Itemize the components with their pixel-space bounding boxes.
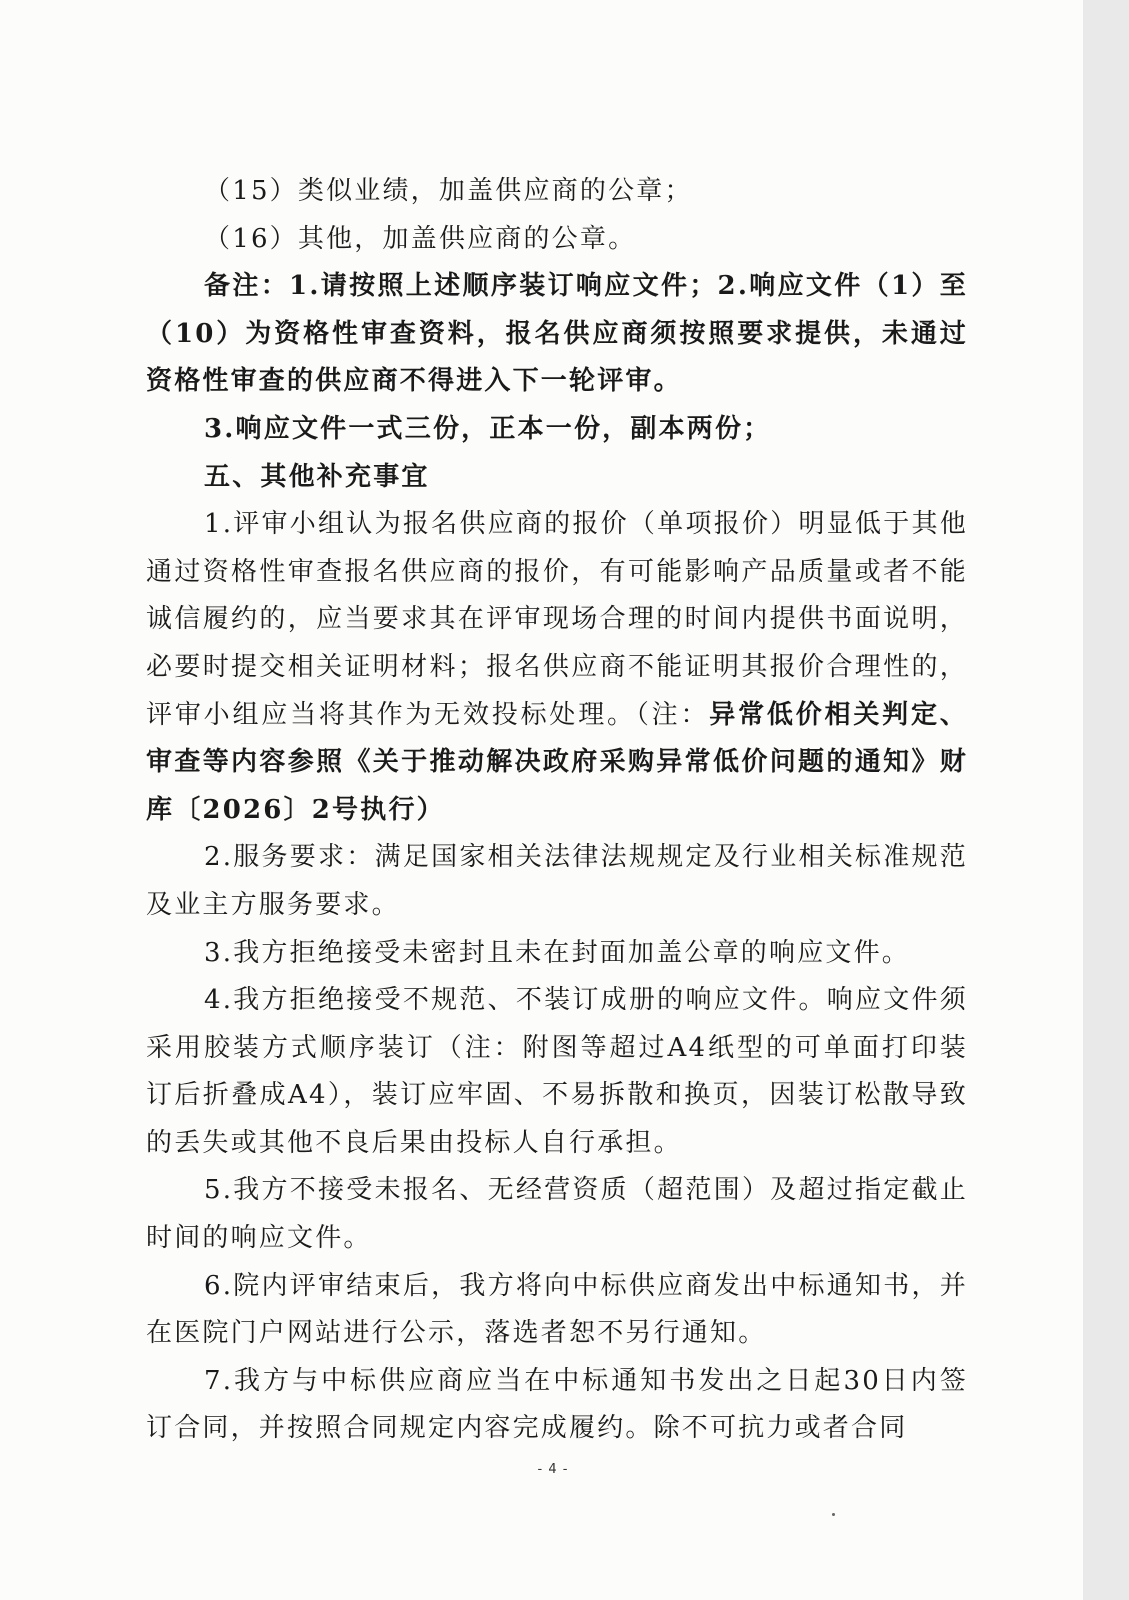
supplement-item-6: 6.院内评审结束后，我方将向中标供应商发出中标通知书，并在医院门户网站进行公示，落选者恕不另行通知。 [146,1270,968,1349]
note-copies: 3.响应文件一式三份，正本一份，副本两份； [204,413,772,444]
supplement-item-2: 2.服务要求：满足国家相关法律法规规定及行业相关标准规范及业主方服务要求。 [146,842,968,920]
item-15: （15）类似业绩，加盖供应商的公章； [204,176,693,206]
item-16: （16）其他，加盖供应商的公章。 [204,223,637,254]
supplement-item-1 [146,501,968,834]
scan-speck [832,1513,835,1516]
supplement-item-3: 3.我方拒绝接受未密封且未在封面加盖公章的响应文件。 [204,937,911,968]
page-number: - 4 - [537,1462,569,1477]
supplement-item-4: 4.我方拒绝接受不规范、不装订成册的响应文件。响应文件须采用胶装方式顺序装订（注：附图等超过A4纸型的可单面打印装订后折叠成A4），装订应牢固、不易拆散和换页，因装订松散导致的丢失或其他不良后果由投标人自行承担。 [146,985,968,1158]
supplement-item-5: 5.我方不接受未报名、无经营资质（超范围）及超过指定截止时间的响应文件。 [146,1175,968,1254]
supplement-item-1-bold: 异常低价相关判定、审查等内容参照《关于推动解决政府采购异常低价问题的通知》财库〔2026〕2号执行） [146,699,968,825]
scan-border [1083,0,1106,1600]
section-heading: 五、其他补充事宜 [204,461,430,492]
note-paragraph: 备注：1.请按照上述顺序装订响应文件；2.响应文件（1）至（10）为资格性审查资料，报名供应商须按照要求提供，未通过资格性审查的供应商不得进入下一轮评审。 [146,271,968,397]
supplement-item-7: 7.我方与中标供应商应当在中标通知书发出之日起30日内签订合同，并按照合同规定内容完成履约。除不可抗力或者合同 [146,1365,968,1444]
document-body [146,168,968,1453]
supplement-item-1-text: 1.评审小组认为报名供应商的报价（单项报价）明显低于其他通过资格性审查报名供应商的报价，有可能影响产品质量或者不能诚信履约的，应当要求其在评审现场合理的时间内提供书面说明，必要时提交相关证明材料；报名供应商不能证明其报价合理性的，评审小组应当将其作为无效投标处理。（注： [146,509,968,730]
